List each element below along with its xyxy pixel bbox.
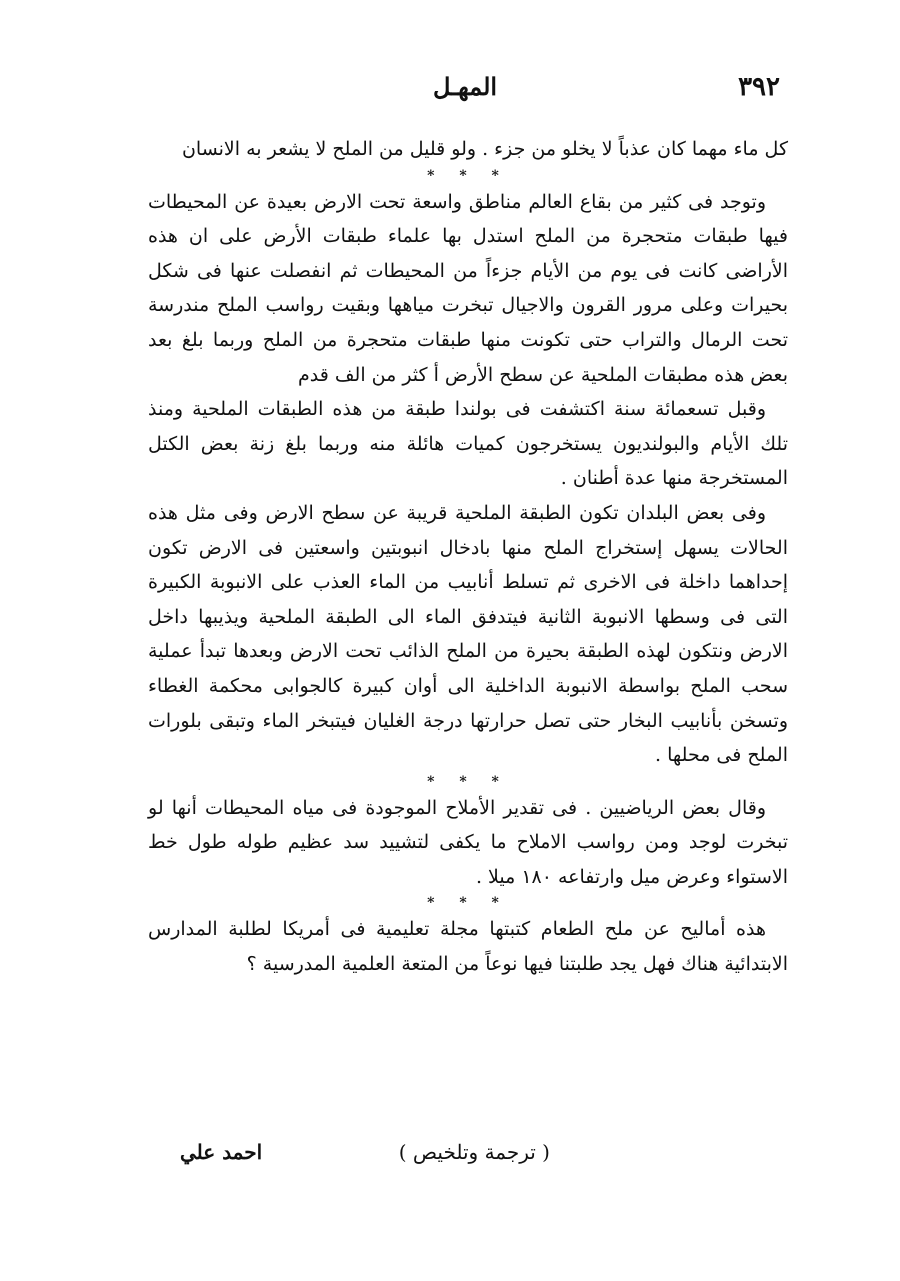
author-name: احمد علي — [180, 1140, 263, 1164]
paragraph-intro: كل ماء مهما كان عذباً لا يخلو من جزء . ولو قليل من الملح لا يشعر به الانسان — [181, 138, 788, 160]
paragraph-salt-layers: وتوجد فى كثير من بقاع العالم مناطق واسعة تحت الارض بعيدة عن المحيطات فيها طبقات متحجرة من الملح استدل بها علماء طبقات الأرض على ان هذه الأراضى كانت فى يوم من الأيام جزءاً من المحيطات ثم انفصلت عنها فى شكل بحيرات وعلى مرور القرون والاجيال تبخرت مياهها وبقيت رواسب الملح مندرسة تحت الرمال والتراب حتى تكونت منها طبقات متحجرة من الملح وربما بلغ بعد بعض هذه مطبقات الملحية عن سطح الأرض أ كثر من الف قدم — [148, 190, 788, 386]
paragraph-closing: هذه أماليح عن ملح الطعام كتبتها مجلة تعليمية فى أمريكا لطلبة المدارس الابتدائية هناك فهل يجد طلبتنا فيها نوعاً من المتعة العلمية المدرسية ؟ — [148, 918, 788, 976]
paragraph-extraction: وفى بعض البلدان تكون الطبقة الملحية قريبة عن سطح الارض وفى مثل هذه الحالات يسهل إستخراج الملح منها بادخال انبوبتين واسعتين فى الارض تكون إحداهما داخلة فى الاخرى ثم تسلط أنابيب من الماء العذب على الانبوبة الكبيرة التى فى وسطها الانبوبة الثانية فيتدفق الماء الى الطبقة الملحية ويذيبها داخل الارض ونتكون لهذه الطبقة بحيرة من الملح الذائب تحت الارض وبعدها تبدأ عملية سحب الملح بواسطة الانبوبة الداخلية الى أوان كبيرة كالجوابى محكمة الغطاء وتسخن بأنابيب البخار حتى تصل حرارتها درجة الغليان فيتبخر الماء وتبقى بلورات الملح فى محلها . — [148, 501, 788, 767]
article-body — [148, 132, 788, 982]
translation-note: ( ترجمة وتلخيص ) — [398, 1140, 550, 1164]
page-number: ٣٩٢ — [738, 72, 780, 102]
section-separator: * * * — [427, 773, 509, 790]
signature-row — [180, 1140, 740, 1180]
section-separator: * * * — [427, 167, 509, 184]
paragraph-poland: وقبل تسعمائة سنة اكتشفت فى بولندا طبقة من هذه الطبقات الملحية ومنذ تلك الأيام والبولنديون يستخرجون كميات هائلة منه وربما بلغ زنة بعض الكتل المستخرجة منها عدة أطنان . — [148, 398, 788, 490]
page-header — [150, 72, 780, 112]
paragraph-oceans: وقال بعض الرياضيين . فى تقدير الأملاح الموجودة فى مياه المحيطات أنها لو تبخرت لوجد ومن رواسب الاملاح ما يكفى لتشييد سد عظيم طوله طول خط الاستواء وعرض ميل وارتفاعه ١٨٠ ميلا . — [148, 796, 788, 888]
section-separator: * * * — [427, 895, 509, 912]
running-title: المهـل — [432, 72, 498, 101]
